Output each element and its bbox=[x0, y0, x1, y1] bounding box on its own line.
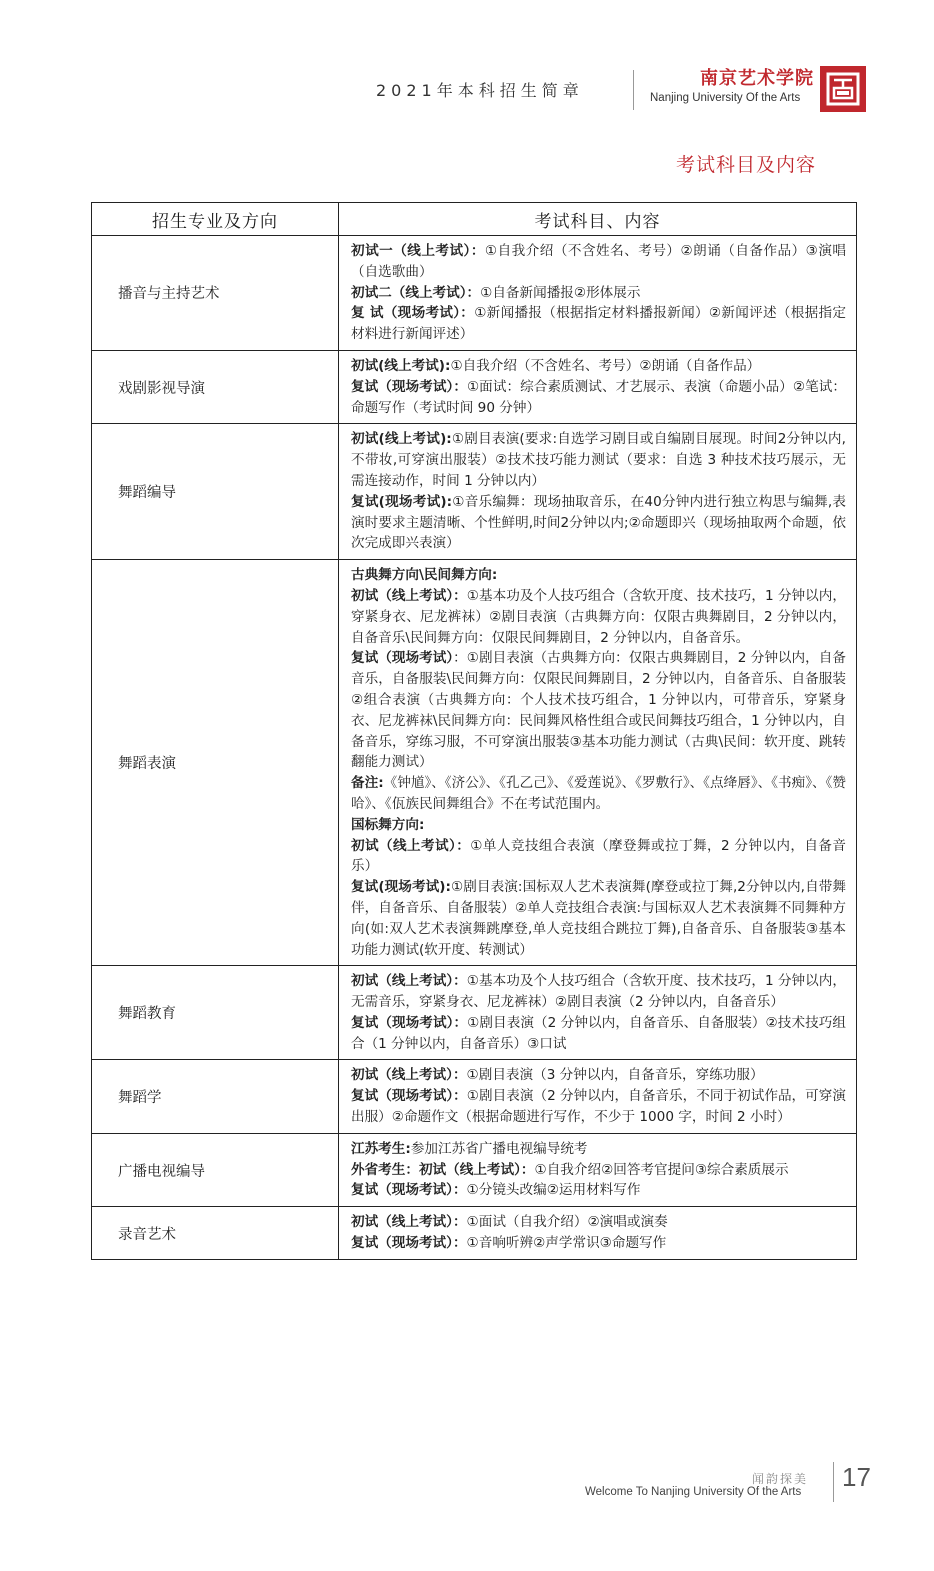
exam-stage-detail: ①剧目表演（2 分钟以内，自备音乐，不同于初试作品，可穿演出服）②命题作文（根据命题进行写作，不少于 1000 字，时间 2 小时） bbox=[351, 1088, 847, 1126]
major-name: 舞蹈表演 bbox=[92, 560, 339, 966]
major-name: 广播电视编导 bbox=[92, 1133, 339, 1206]
exam-item bbox=[351, 429, 846, 491]
exam-item bbox=[351, 241, 846, 283]
table-row bbox=[92, 236, 857, 351]
exam-stage-label: 复 试（现场考试）： bbox=[351, 305, 475, 322]
exam-stage-label: 复试（现场考试）： bbox=[351, 1182, 467, 1199]
exam-stage-label: 复试（现场考试）： bbox=[351, 1235, 467, 1252]
exam-content bbox=[339, 1060, 857, 1133]
table-row bbox=[92, 350, 857, 423]
exam-stage-detail: ①自我介绍②回答考官提问③综合素质展示 bbox=[534, 1161, 789, 1178]
exam-item bbox=[351, 773, 846, 815]
exam-stage-label: 复试(现场考试): bbox=[351, 879, 451, 896]
table-row bbox=[92, 424, 857, 560]
exam-stage-label: 复试（现场考试）： bbox=[351, 1014, 468, 1031]
exam-stage-detail: 《钟馗》、《济公》、《孔乙己》、《爱莲说》、《罗敷行》、《点绛唇》、《书痴》、《赞哈》、《佤族民间舞组合》不在考试范围内。 bbox=[351, 775, 847, 812]
table-row bbox=[92, 966, 857, 1060]
exam-item bbox=[351, 1065, 846, 1086]
exam-stage-detail: ：①剧目表演（古典舞方向：仅限古典舞剧目，2 分钟以内，自备音乐，自备服装\民间舞方向：仅限民间舞剧目，2 分钟以内，自备音乐、自备服装②组合表演（古典舞方向：个人技术技巧组合，1 分钟以内，可带音乐，穿紧身衣、尼龙裤袜\民间舞方向：民间舞风格性组合或民间舞技巧组合，1 分钟以内，自备音乐，穿练习服，不可穿演出服装③基本功能力测试（古典\民间：软开度、跳转翻能力测试） bbox=[351, 650, 846, 771]
exam-content bbox=[339, 966, 857, 1060]
exam-stage-label: 初试(线上考试): bbox=[351, 357, 451, 374]
exam-subjects-table bbox=[91, 202, 857, 1260]
exam-item bbox=[351, 1139, 846, 1160]
table-row bbox=[92, 560, 857, 966]
exam-stage-label: 复试（现场考试） bbox=[351, 650, 454, 667]
exam-stage-detail: ①自我介绍（不含姓名、考号）②朗诵（自备作品） bbox=[450, 357, 761, 374]
table-row bbox=[92, 1133, 857, 1206]
exam-item bbox=[351, 303, 846, 345]
exam-content bbox=[339, 236, 857, 351]
exam-stage-label: 初试（线上考试）： bbox=[351, 587, 467, 604]
brochure-title: 2021年本科招生简章 bbox=[376, 81, 584, 100]
exam-stage-label: 初试（线上考试）： bbox=[351, 973, 467, 990]
exam-item bbox=[351, 565, 846, 586]
exam-stage-detail: ①面试：综合素质测试、才艺展示、表演（命题小品）②笔试：命题写作（考试时间 90 分钟） bbox=[351, 378, 846, 416]
exam-stage-detail: ①基本功及个人技巧组合（含软开度、技术技巧，1 分钟以内，无需音乐，穿紧身衣、尼龙裤袜）②剧目表演（2 分钟以内，自备音乐） bbox=[351, 973, 847, 1011]
exam-item bbox=[351, 836, 846, 878]
university-logo-text: 南京艺术学院 bbox=[700, 68, 814, 89]
exam-item bbox=[351, 877, 846, 960]
header-subjects: 考试科目、内容 bbox=[339, 203, 857, 236]
exam-stage-label: 初试（线上考试）： bbox=[351, 1067, 467, 1084]
exam-stage-label: 复试（现场考试）： bbox=[351, 378, 467, 395]
major-name: 舞蹈编导 bbox=[92, 424, 339, 560]
exam-stage-label: 江苏考生: bbox=[351, 1140, 411, 1157]
exam-item bbox=[351, 1013, 846, 1055]
exam-stage-detail: ①分镜头改编②运用材料写作 bbox=[466, 1182, 641, 1199]
exam-stage-detail: ①单人竞技组合表演（摩登舞或拉丁舞，2 分钟以内，自备音乐） bbox=[351, 837, 847, 875]
exam-stage-detail: ①基本功及个人技巧组合（含软开度、技术技巧，1 分钟以内，穿紧身衣、尼龙裤袜）②剧目表演（古典舞方向：仅限古典舞剧目，2 分钟以内，自备音乐\民间舞方向：仅限民间舞剧目，2 分钟以内，自备音乐。 bbox=[351, 587, 847, 646]
footer-slogan: 闻韵探美 bbox=[752, 1472, 809, 1486]
major-name: 录音艺术 bbox=[92, 1207, 339, 1260]
table-header-row bbox=[92, 203, 857, 236]
page-number: 17 bbox=[842, 1462, 871, 1492]
exam-item bbox=[351, 492, 846, 554]
exam-item bbox=[351, 586, 846, 648]
major-name: 舞蹈教育 bbox=[92, 966, 339, 1060]
exam-stage-label: 备注: bbox=[351, 775, 384, 792]
exam-item bbox=[351, 971, 846, 1013]
exam-stage-label: 初试(线上考试): bbox=[351, 431, 452, 448]
section-title: 考试科目及内容 bbox=[676, 154, 817, 176]
exam-item bbox=[351, 815, 846, 836]
footer-welcome: Welcome To Nanjing University Of the Arts bbox=[585, 1486, 802, 1498]
exam-stage-label: 复试(现场考试): bbox=[351, 493, 453, 510]
major-name: 舞蹈学 bbox=[92, 1060, 339, 1133]
table-row bbox=[92, 1060, 857, 1133]
exam-stage-label: 初试（线上考试）： bbox=[351, 837, 471, 854]
exam-content bbox=[339, 1133, 857, 1206]
exam-item bbox=[351, 1160, 846, 1181]
exam-item bbox=[351, 1212, 846, 1233]
exam-stage-detail: ①音响听辨②声学常识③命题写作 bbox=[466, 1235, 667, 1252]
table-row bbox=[92, 1207, 857, 1260]
university-logo-english: Nanjing University Of the Arts bbox=[650, 92, 801, 104]
exam-item bbox=[351, 377, 846, 419]
exam-stage-detail: ①新闻播报（根据指定材料播报新闻）②新闻评述（根据指定材料进行新闻评述） bbox=[351, 305, 847, 343]
exam-stage-detail: ①剧目表演(要求:自选学习剧目或自编剧目展现。时间2分钟以内,不带妆,可穿演出服装）②技术技巧能力测试（要求：自选 3 种技术技巧展示，无需连接动作，时间 1 分钟以内） bbox=[351, 431, 846, 489]
exam-item bbox=[351, 356, 846, 377]
exam-item bbox=[351, 1233, 846, 1254]
exam-stage-label: 初试（线上考试）： bbox=[351, 1214, 467, 1231]
exam-stage-label: 初试一（线上考试）： bbox=[351, 243, 485, 259]
exam-stage-detail: ①面试（自我介绍）②演唱或演奏 bbox=[466, 1214, 668, 1231]
exam-content bbox=[339, 560, 857, 966]
exam-stage-label: 初试二（线上考试）： bbox=[351, 284, 481, 301]
exam-stage-detail: ①剧目表演（2 分钟以内，自备音乐、自备服装）②技术技巧组合（1 分钟以内，自备音乐）③口试 bbox=[351, 1014, 847, 1052]
exam-content bbox=[339, 424, 857, 560]
exam-stage-detail: ①剧目表演:国标双人艺术表演舞(摩登或拉丁舞,2分钟以内,自带舞伴，自备音乐、自备服装）②单人竞技组合表演:与国标双人艺术表演舞不同舞种方向(如:双人艺术表演舞跳摩登,单人竞技组合跳拉丁舞),自备音乐、自备服装③基本功能力测试(软开度、转测试） bbox=[351, 879, 846, 958]
exam-stage-label: 国标舞方向: bbox=[351, 816, 425, 833]
exam-item bbox=[351, 1086, 846, 1128]
exam-content bbox=[339, 1207, 857, 1260]
exam-stage-label: 古典舞方向\民间舞方向: bbox=[351, 567, 498, 584]
exam-item bbox=[351, 1180, 846, 1201]
exam-item bbox=[351, 648, 846, 773]
exam-stage-detail: 参加江苏省广播电视编导统考 bbox=[410, 1140, 588, 1157]
exam-stage-label: 外省考生：初试（线上考试）： bbox=[351, 1161, 535, 1178]
major-name: 播音与主持艺术 bbox=[92, 236, 339, 351]
exam-stage-detail: ①音乐编舞：现场抽取音乐，在40分钟内进行独立构思与编舞,表演时要求主题清晰、个性鲜明,时间2分钟以内;②命题即兴（现场抽取两个命题，依次完成即兴表演） bbox=[351, 493, 846, 552]
major-name: 戏剧影视导演 bbox=[92, 350, 339, 423]
exam-stage-detail: ①自我介绍（不含姓名、考号）②朗诵（自备作品）③演唱（自选歌曲） bbox=[351, 243, 847, 280]
exam-content bbox=[339, 350, 857, 423]
exam-stage-label: 复试（现场考试）： bbox=[351, 1088, 467, 1105]
footer-divider bbox=[833, 1462, 834, 1502]
exam-item bbox=[351, 283, 846, 304]
header-major: 招生专业及方向 bbox=[92, 203, 339, 236]
header-divider bbox=[633, 70, 634, 110]
exam-stage-detail: ①剧目表演（3 分钟以内，自备音乐，穿练功服） bbox=[466, 1067, 764, 1084]
university-seal-icon bbox=[820, 66, 866, 112]
exam-stage-detail: ①自备新闻播报②形体展示 bbox=[480, 284, 641, 301]
